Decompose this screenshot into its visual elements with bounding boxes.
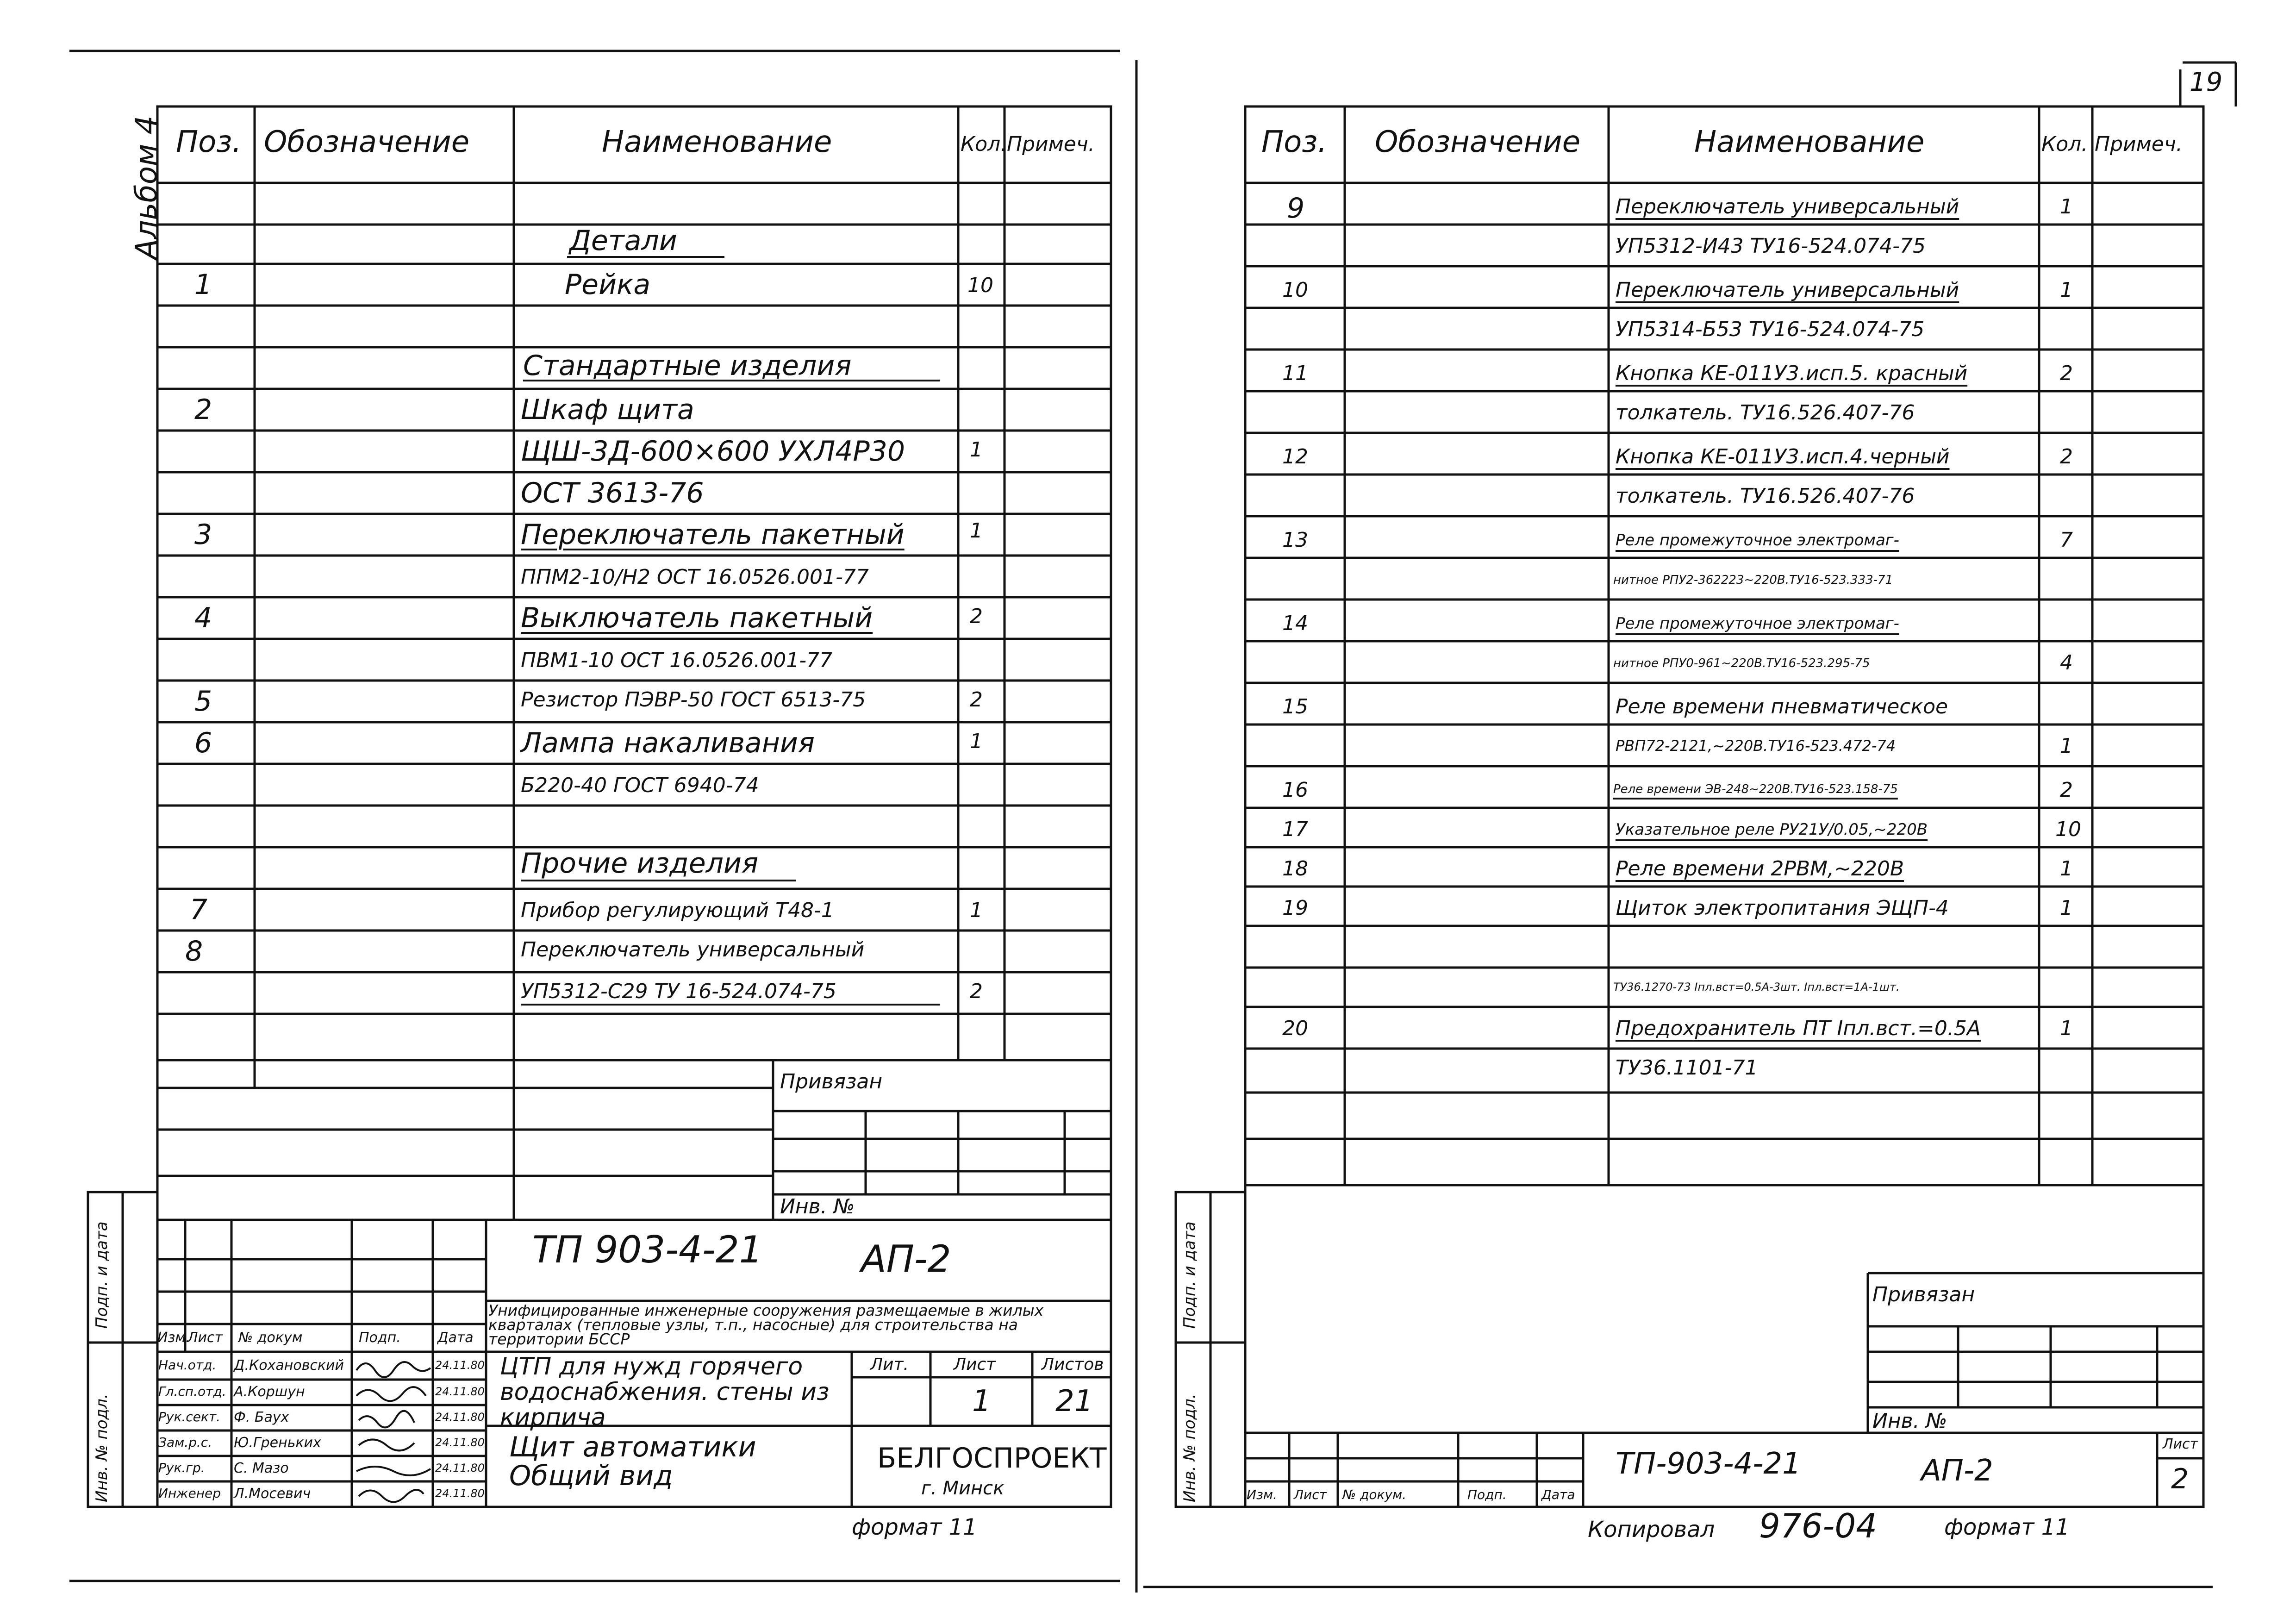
left-row-name: Переключатель пакетный: [521, 518, 905, 551]
right-stamp-col-sign: Подп.: [1467, 1487, 1507, 1502]
right-stamp-col-izm: Изм.: [1247, 1487, 1277, 1502]
left-stamp-code: ТП 903-4-21: [532, 1228, 763, 1271]
left-row-name: Прибор регулирующий Т48-1: [521, 899, 834, 922]
right-row-name: Предохранитель ПТ Iпл.вст.=0.5А: [1616, 1017, 1981, 1040]
right-row-qty: 1: [2060, 195, 2073, 219]
left-row-name: Рейка: [565, 269, 651, 301]
copy-number: 976-04: [1759, 1506, 1878, 1545]
left-stamp-description: Унифицированные инженерные сооружения размещаемые в жилых кварталах (тепловые узлы, т.п., насосные) для строительства на территории БССР: [488, 1301, 1044, 1348]
right-row-name: толкатель. ТУ16.526.407-76: [1616, 484, 1915, 508]
right-row-pos: 17: [1282, 818, 1308, 841]
left-stamp-city: г. Минск: [921, 1478, 1004, 1499]
left-stamp-sheet-code: АП-2: [861, 1237, 951, 1280]
right-row-name: толкатель. ТУ16.526.407-76: [1616, 401, 1915, 425]
right-col-designation: Обозначение: [1375, 125, 1581, 159]
left-row-qty: 2: [970, 980, 983, 1003]
right-row-pos: 14: [1282, 612, 1308, 635]
right-row-pos: 19: [1282, 896, 1308, 920]
right-stamp-sheet-code: АП-2: [1921, 1454, 1993, 1488]
left-row-qty: 2: [970, 688, 983, 712]
left-row-qty: 1: [970, 438, 983, 462]
right-side-label-inv: Инв. № подл.: [1180, 1393, 1199, 1502]
right-row-name: Реле времени ЭВ-248~220В.ТУ16-523.158-75: [1613, 782, 1898, 796]
stamp-role: Рук.сект.: [158, 1409, 221, 1424]
stamp-person: С. Мазо: [234, 1460, 289, 1476]
left-stamp-listov-label: Листов: [1042, 1355, 1104, 1374]
right-row-pos: 10: [1282, 278, 1308, 302]
stamp-date: 24.11.80: [435, 1385, 485, 1398]
right-row-name: Кнопка КЕ-011У3.исп.5. красный: [1616, 362, 1968, 385]
right-row-name: Кнопка КЕ-011У3.исп.4.черный: [1616, 445, 1950, 468]
left-row-pos: 8: [185, 935, 203, 968]
left-row-pos: 6: [194, 727, 212, 759]
right-row-qty: 1: [2060, 1017, 2073, 1040]
right-row-pos: 9: [1287, 192, 1305, 225]
left-row-pos: 2: [194, 394, 212, 426]
stamp-col-date: Дата: [437, 1330, 474, 1346]
left-inv-no-label: Инв. №: [780, 1195, 855, 1218]
left-privyazan-label: Привязан: [780, 1070, 883, 1093]
right-row-qty: 4: [2060, 651, 2073, 675]
left-stamp-lit-label: Лит.: [870, 1355, 909, 1374]
right-row-name: РВП72-2121,~220В.ТУ16-523.472-74: [1616, 737, 1896, 755]
right-row-name: Реле времени 2РВМ,~220В: [1616, 857, 1904, 881]
left-row-pos: 5: [194, 685, 212, 718]
right-stamp-list-value: 2: [2171, 1463, 2189, 1495]
left-row-name: Детали: [569, 225, 677, 257]
left-row-name: Шкаф щита: [521, 394, 694, 426]
right-row-qty: 1: [2060, 734, 2073, 758]
left-row-name: Резистор ПЭВР-50 ГОСТ 6513-75: [521, 688, 866, 712]
stamp-date: 24.11.80: [435, 1411, 485, 1424]
copied-by-label: Копировал: [1588, 1517, 1715, 1543]
album-label: Альбом 4: [130, 115, 164, 259]
right-row-qty: 1: [2060, 896, 2073, 920]
left-row-pos: 1: [194, 269, 212, 301]
left-stamp-org: БЕЛГОСПРОЕКТ: [877, 1442, 1107, 1474]
right-row-pos: 15: [1282, 695, 1308, 718]
right-stamp-col-date: Дата: [1541, 1487, 1575, 1502]
right-row-qty: 1: [2060, 278, 2073, 302]
stamp-col-izm: Изм.: [157, 1330, 190, 1346]
left-row-qty: 2: [970, 605, 983, 628]
right-col-pos: Поз.: [1261, 125, 1327, 159]
stamp-person: Ю.Греньких: [234, 1435, 321, 1451]
left-row-qty: 10: [967, 274, 993, 297]
right-inv-no-label: Инв. №: [1872, 1409, 1947, 1433]
right-row-name: Переключатель универсальный: [1616, 278, 1959, 302]
left-row-name: Выключатель пакетный: [521, 602, 873, 634]
page-number: 19: [2190, 67, 2223, 97]
left-row-name: Стандартные изделия: [523, 350, 852, 382]
left-stamp-listov-value: 21: [1055, 1384, 1093, 1418]
stamp-date: 24.11.80: [435, 1436, 485, 1449]
right-row-name: Реле промежуточное электромаг-: [1616, 531, 1899, 550]
right-row-name: Реле промежуточное электромаг-: [1616, 614, 1899, 633]
right-privyazan-label: Привязан: [1872, 1283, 1975, 1306]
left-side-label-sign: Подп. и дата: [93, 1221, 111, 1329]
right-row-name: Переключатель универсальный: [1616, 195, 1959, 219]
left-col-pos: Поз.: [176, 125, 242, 159]
right-row-qty: 1: [2060, 857, 2073, 881]
stamp-person: А.Коршун: [234, 1384, 305, 1400]
left-row-name: Лампа накаливания: [521, 727, 815, 759]
right-row-pos: 12: [1282, 445, 1308, 468]
stamp-person: Л.Мосевич: [234, 1486, 311, 1502]
left-row-name: ЩШ-3Д-600×600 УХЛ4Р30: [521, 435, 905, 468]
left-stamp-project: ЦТП для нужд горячего водоснабжения. стены из кирпича: [500, 1353, 830, 1431]
right-row-name: нитное РПУ0-961~220В.ТУ16-523.295-75: [1613, 656, 1870, 670]
right-row-name: Указательное реле РУ21У/0.05,~220В: [1616, 820, 1928, 839]
stamp-date: 24.11.80: [435, 1359, 485, 1372]
stamp-role: Зам.р.с.: [158, 1435, 212, 1450]
right-row-name: нитное РПУ2-362223~220В.ТУ16-523.333-71: [1613, 573, 1893, 587]
left-row-name: ППМ2-10/Н2 ОСТ 16.0526.001-77: [521, 565, 869, 589]
left-row-name: Б220-40 ГОСТ 6940-74: [521, 774, 759, 797]
right-row-qty: 2: [2060, 445, 2073, 468]
right-row-qty: 2: [2060, 778, 2073, 802]
left-row-name: УП5312-С29 ТУ 16-524.074-75: [521, 980, 836, 1003]
right-col-note: Примеч.: [2095, 132, 2183, 156]
right-col-name: Наименование: [1694, 125, 1925, 159]
stamp-date: 24.11.80: [435, 1487, 485, 1500]
left-col-designation: Обозначение: [264, 125, 470, 159]
left-col-note: Примеч.: [1007, 132, 1095, 156]
stamp-role: Инженер: [158, 1486, 221, 1501]
left-side-label-inv: Инв. № подл.: [93, 1393, 111, 1502]
right-side-label-sign: Подп. и дата: [1180, 1221, 1199, 1329]
stamp-col-doc: № докум: [238, 1330, 303, 1346]
right-row-name: УП5314-Б53 ТУ16-524.074-75: [1616, 318, 1925, 341]
right-row-pos: 18: [1282, 857, 1308, 881]
stamp-person: Д.Кохановский: [234, 1357, 344, 1374]
left-col-qty: Кол.: [961, 132, 1007, 156]
right-row-qty: 7: [2060, 528, 2073, 552]
right-row-name: ТУ36.1101-71: [1616, 1056, 1758, 1080]
left-row-qty: 1: [970, 899, 983, 922]
left-row-pos: 3: [194, 518, 212, 551]
right-stamp-col-list: Лист: [1294, 1487, 1327, 1502]
left-row-qty: 1: [970, 519, 983, 543]
right-format: формат 11: [1944, 1514, 2070, 1540]
right-row-qty: 2: [2060, 362, 2073, 385]
left-col-name: Наименование: [602, 125, 832, 159]
right-row-pos: 16: [1282, 778, 1308, 802]
left-row-name: ПВМ1-10 ОСТ 16.0526.001-77: [521, 649, 833, 672]
left-stamp-drawing: Щит автоматики Общий вид: [509, 1431, 756, 1492]
left-stamp-list-label: Лист: [954, 1355, 996, 1374]
right-row-qty: 10: [2055, 818, 2081, 841]
right-stamp-list-label: Лист: [2163, 1436, 2198, 1452]
right-stamp-col-doc: № докум.: [1342, 1487, 1407, 1502]
left-format: формат 11: [852, 1514, 977, 1540]
stamp-date: 24.11.80: [435, 1462, 485, 1474]
right-row-pos: 20: [1282, 1017, 1308, 1040]
right-row-name: ТУ36.1270-73 Iпл.вст=0.5А-3шт. Iпл.вст=1А-1шт.: [1613, 981, 1900, 993]
right-stamp-code: ТП-903-4-21: [1616, 1447, 1801, 1481]
left-row-name: Переключатель универсальный: [521, 938, 865, 962]
stamp-role: Нач.отд.: [158, 1357, 217, 1373]
right-row-name: Щиток электропитания ЭЩП-4: [1616, 896, 1949, 920]
stamp-role: Рук.гр.: [158, 1460, 205, 1475]
left-row-name: Прочие изделия: [521, 847, 759, 880]
left-row-pos: 4: [194, 602, 212, 634]
left-row-pos: 7: [190, 893, 208, 926]
right-row-name: Реле времени пневматическое: [1616, 695, 1948, 718]
stamp-person: Ф. Баух: [234, 1409, 289, 1425]
right-row-name: УП5312-И43 ТУ16-524.074-75: [1616, 234, 1926, 258]
left-row-name: ОСТ 3613-76: [521, 477, 704, 509]
left-stamp-list-value: 1: [972, 1384, 991, 1418]
right-col-qty: Кол.: [2041, 132, 2088, 156]
stamp-col-sign: Подп.: [359, 1330, 401, 1346]
stamp-role: Гл.сп.отд.: [158, 1384, 226, 1399]
left-row-qty: 1: [970, 730, 983, 753]
stamp-col-list: Лист: [187, 1330, 223, 1346]
right-row-pos: 11: [1282, 362, 1308, 385]
right-row-pos: 13: [1282, 528, 1308, 552]
